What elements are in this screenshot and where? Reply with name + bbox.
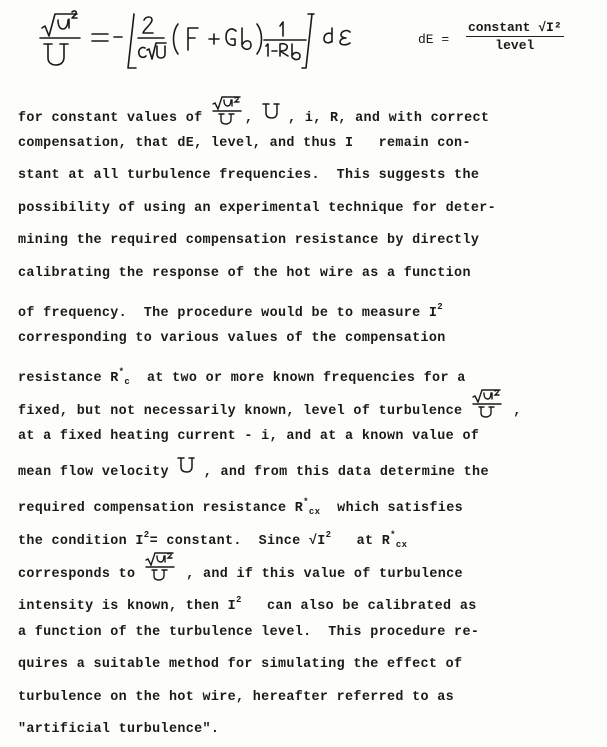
superscript: 2 <box>143 529 150 540</box>
text-segment: the condition I <box>18 533 144 549</box>
text-line-12 <box>18 454 598 487</box>
typed-equation-denominator: level <box>495 38 535 53</box>
superscript: * <box>118 366 125 377</box>
text-segment: intensity is known, then I <box>18 598 237 614</box>
superscript: 2 <box>325 529 332 540</box>
text-line-13 <box>18 486 598 519</box>
text-segment: at R <box>331 533 391 549</box>
text-segment: , and from this data determine the <box>195 464 489 480</box>
subscript: cx <box>308 507 321 518</box>
text-line-17: a function of the turbulence level. This procedure re- <box>18 624 480 640</box>
text-line-4: possibility of using an experimental technique for deter- <box>18 200 496 216</box>
subscript: c <box>124 376 131 387</box>
text-segment: for constant values of <box>18 110 203 126</box>
mean-velocity-symbol <box>177 454 195 489</box>
superscript: 2 <box>236 594 242 605</box>
text-segment: , <box>504 404 522 420</box>
typed-equation-numerator: constant √I² <box>468 20 562 35</box>
typed-equation <box>418 20 598 64</box>
text-line-8: corresponding to various values of the compensation <box>18 331 446 347</box>
text-line-3: stant at all turbulence frequencies. This suggests the <box>18 168 480 184</box>
text-line-20: "artificial turbulence". <box>18 722 220 738</box>
text-segment: , i, R, and with correct <box>279 110 490 126</box>
handwritten-equation <box>28 6 388 74</box>
text-line-5: mining the required compensation resistance by directly <box>18 233 480 249</box>
typed-equation-fraction <box>466 20 564 53</box>
text-line-18: quires a suitable method for simulating the effect of <box>18 657 463 673</box>
text-segment: required compensation resistance R <box>18 501 304 517</box>
text-segment: √I <box>308 533 326 549</box>
text-segment: of frequency. The procedure would be to measure I <box>18 305 438 321</box>
text-segment: fixed, but not necessarily known, level of turbulence <box>18 404 463 420</box>
text-line-19: turbulence on the hot wire, hereafter referred to as <box>18 689 455 705</box>
text-line-15 <box>18 551 598 584</box>
text-segment: which satisfies <box>320 501 463 517</box>
superscript: 2 <box>437 301 444 312</box>
equation-row <box>0 0 607 80</box>
text-segment: can also be calibrated as <box>241 598 477 614</box>
subscript: cx <box>395 539 408 550</box>
text-segment: , <box>244 110 262 126</box>
text-line-2: compensation, that dE, level, and thus I remain con- <box>18 135 471 151</box>
body-paragraph <box>18 95 598 747</box>
text-line-7 <box>18 291 598 324</box>
text-segment: = constant. Since <box>149 533 309 549</box>
text-line-1 <box>18 95 598 128</box>
superscript: * <box>390 529 396 540</box>
text-line-10 <box>18 388 598 421</box>
text-segment: , and if this value of turbulence <box>177 567 463 583</box>
text-line-6: calibrating the response of the hot wire as a function <box>18 265 471 281</box>
text-line-14 <box>18 519 598 552</box>
typed-equation-lhs: dE = <box>418 32 450 47</box>
text-segment: at two or more known frequencies for a <box>130 370 466 386</box>
text-line-9 <box>18 356 598 389</box>
text-segment: mean flow velocity <box>18 464 178 480</box>
text-line-11: at a fixed heating current - i, and at a known value of <box>18 428 480 444</box>
text-line-16 <box>18 584 598 617</box>
text-segment: resistance R <box>18 370 119 386</box>
text-segment: corresponds to <box>18 567 144 583</box>
superscript: * <box>303 497 309 508</box>
